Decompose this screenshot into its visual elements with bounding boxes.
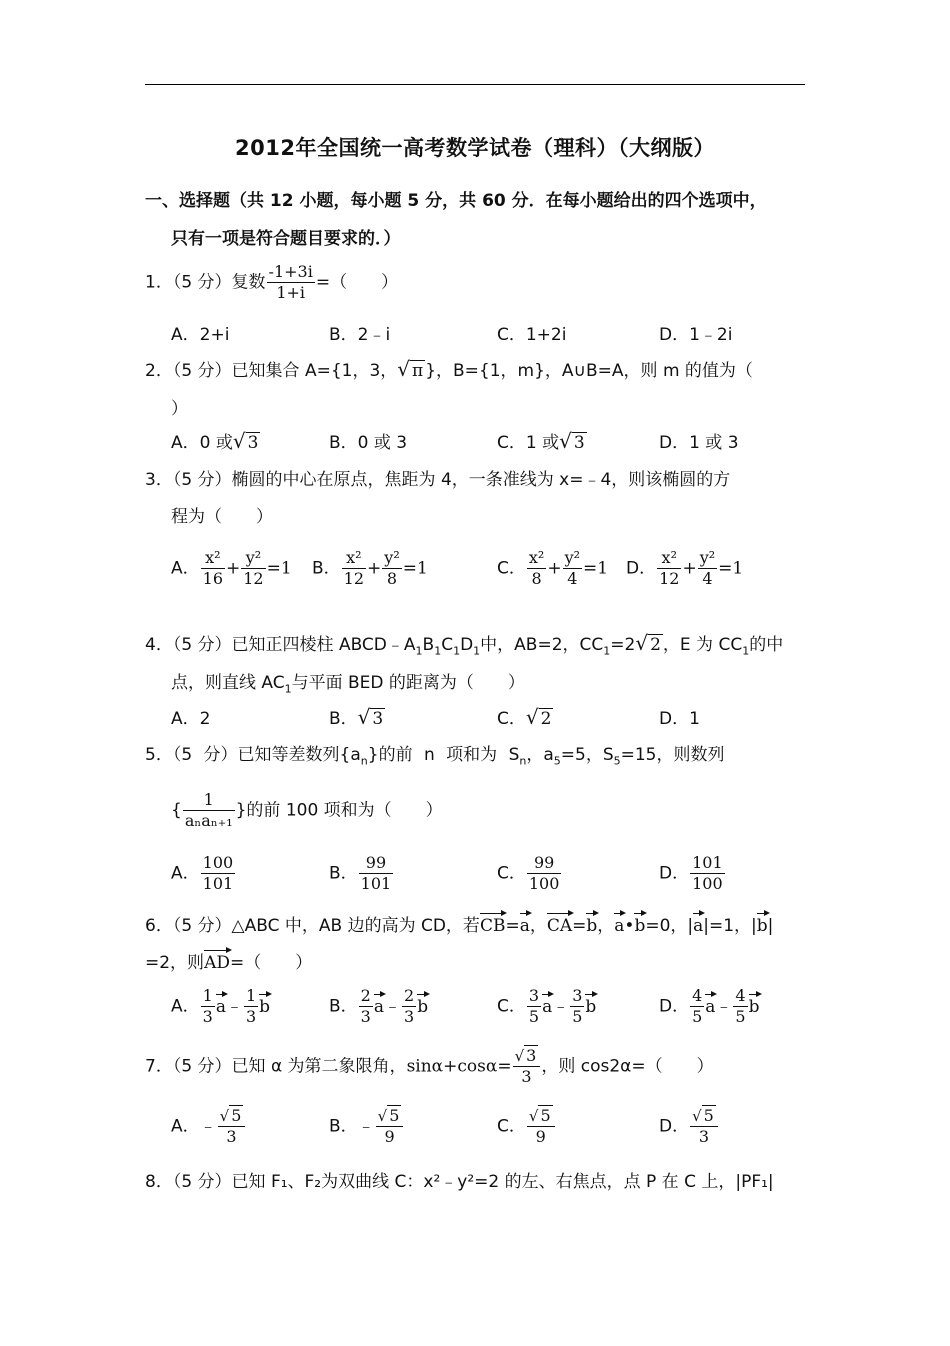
q1-option-d: D．1﹣2i <box>659 325 733 345</box>
q2-option-b: B．0 或 3 <box>329 433 408 453</box>
q6-option-a: A． $\frac{1}{3}$ a﹣ $\frac{1}{3}$ b <box>171 986 271 1026</box>
q4-option-a: A．2 <box>171 709 211 729</box>
question-8: 8．（5 分）已知 F₁、F₂为双曲线 C：x²﹣y²=2 的左、右焦点，点 P 在 C 上，|PF₁| <box>145 1172 774 1192</box>
question-4: 4．（5 分）已知正四棱柱 $ABCD﹣A_1B_1C_1D_1$中，AB=2，$CC_1=2√$ 2 ，E 为 $CC_1$的中 <box>145 631 784 658</box>
q2-option-a: A．0 或√ 3 <box>171 429 259 453</box>
question-5: 5．（5 分）已知等差数列$\{a_n\}$的前 n 项和为 $S_n$，$a_5=5$，$S_5=15$，则数列 <box>145 745 725 768</box>
q4-option-b: B．√ 3 <box>329 705 384 729</box>
q1-option-c: C．1+2i <box>497 325 567 345</box>
question-4-line2: 点，则直线 $AC_1$与平面 BED 的距离为（ ） <box>171 673 525 696</box>
q2-option-c: C．1 或√ 3 <box>497 429 585 453</box>
q7-option-a: A．﹣ $\frac{√ 5}{3}$ <box>171 1106 246 1147</box>
page-title: 2012年全国统一高考数学试卷（理科）（大纲版） <box>235 136 715 160</box>
q5-option-d: D． $\frac{101}{100}$ <box>659 853 723 893</box>
q6-option-b: B． $\frac{2}{3}$ a﹣ $\frac{2}{3}$ b <box>329 986 429 1026</box>
q4-option-d: D．1 <box>659 709 700 729</box>
q7-option-c: C． $\frac{√ 5}{9}$ <box>497 1106 556 1147</box>
q1-option-b: B．2﹣i <box>329 325 391 345</box>
q6-option-d: D． $\frac{4}{5}$ a﹣ $\frac{4}{5}$ b <box>659 986 760 1026</box>
q5-option-a: A． $\frac{100}{101}$ <box>171 853 234 893</box>
question-6: 6．（5 分）△ABC 中，AB 边的高为 CD，若CB=a，CA=b，a•b=0，|a|=1，|b| <box>145 911 773 936</box>
question-6-line2: =2，则AD=（ ） <box>145 948 312 973</box>
question-3: 3．（5 分）椭圆的中心在原点，焦距为 4，一条准线为 x=﹣4，则该椭圆的方 <box>145 470 731 490</box>
q3-option-c: C． $\frac{\text{x²}}{8}$ + $\frac{\text{y²}}{4}$ =1 <box>497 548 609 588</box>
q5-option-b: B． $\frac{99}{101}$ <box>329 853 392 893</box>
question-1: 1．（5 分）复数 $\frac{-1+3i}{1+i}$ =（ ） <box>145 262 399 302</box>
question-5-line2: { $\frac{1}{\text{aₙaₙ₊₁}}$ }的前 100 项和为（ ） <box>171 790 443 830</box>
q2-option-d: D．1 或 3 <box>659 433 739 453</box>
section-heading-line1: 一、选择题（共 12 小题，每小题 5 分，共 60 分．在每小题给出的四个选项中， <box>145 191 767 211</box>
q7-option-b: B．﹣ $\frac{√ 5}{9}$ <box>329 1106 404 1147</box>
q7-option-d: D． $\frac{√ 5}{3}$ <box>659 1106 719 1147</box>
section-heading-line2: 只有一项是符合题目要求的．） <box>171 229 401 249</box>
q3-option-b: B． $\frac{\text{x²}}{12}$ + $\frac{\text{y²}}{8}$ =1 <box>312 548 428 588</box>
q1-option-a: A．2+i <box>171 325 230 345</box>
q4-option-c: C．√ 2 <box>497 705 552 729</box>
q1-fraction: $\frac{-1+3i}{1+i}$ <box>268 262 313 302</box>
q5-option-c: C． $\frac{99}{100}$ <box>497 853 560 893</box>
question-7: 7．（5 分）已知 α 为第二象限角，sinα+cosα= $\frac{√ 3}{3}$ ，则 cos2α=（ ） <box>145 1046 714 1086</box>
q3-option-a: A． $\frac{\text{x²}}{16}$ + $\frac{\text{y²}}{12}$ =1 <box>171 548 292 588</box>
question-3-line2: 程为（ ） <box>171 507 273 527</box>
question-2: 2．（5 分）已知集合 A={1，3，√ π }，B={1，m}，A∪B=A，则 m 的值为（ <box>145 357 753 381</box>
header-rule <box>145 84 805 85</box>
question-2-line2: ） <box>171 399 188 419</box>
q6-option-c: C． $\frac{3}{5}$ a﹣ $\frac{3}{5}$ b <box>497 986 597 1026</box>
q3-option-d: D． $\frac{\text{x²}}{12}$ + $\frac{\text{y²}}{4}$ =1 <box>626 548 744 588</box>
